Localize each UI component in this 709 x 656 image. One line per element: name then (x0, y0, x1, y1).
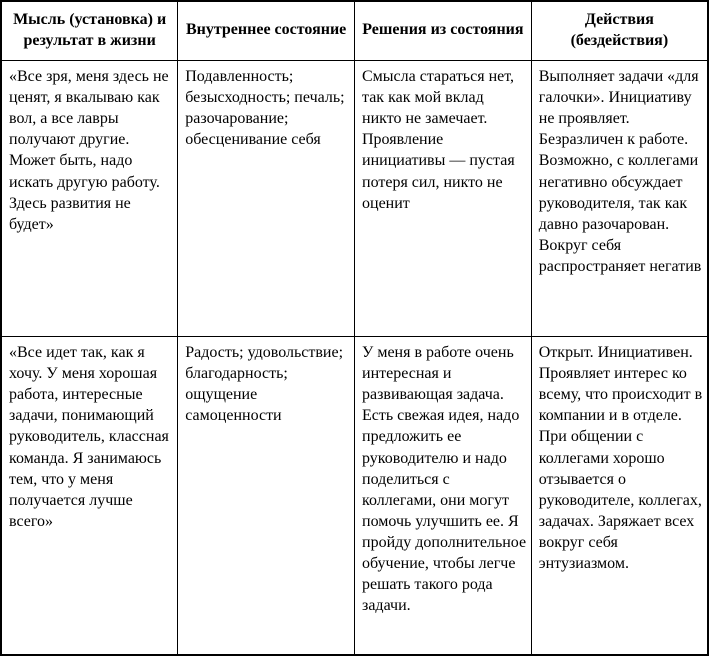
table-cell-inner-state: Радость; удовольствие; благодарность; ощущение самоценности (178, 337, 355, 655)
column-header-inner-state: Внутреннее состояние (178, 1, 355, 61)
table-cell-decisions: Смысла стараться нет, так как мой вклад никто не замечает. Проявление инициативы — пустая потеря сил, никто не оценит (355, 61, 532, 337)
column-header-decisions: Решения из состояния (355, 1, 532, 61)
column-header-actions: Действия (бездействия) (531, 1, 708, 61)
header-row (1, 1, 708, 61)
table-cell-inner-state: Подавленность; безысходность; печаль; разочарование; обесценивание себя (178, 61, 355, 337)
table-cell-thought: «Все идет так, как я хочу. У меня хорошая работа, интересные задачи, понимающий руководитель, классная команда. Я занимаюсь тем, что у меня получается лучше всего» (1, 337, 178, 655)
table-cell-thought: «Все зря, меня здесь не ценят, я вкалываю как вол, а все лавры получают другие. Может быть, надо искать другую работу. Здесь развития не будет» (1, 61, 178, 337)
table-cell-actions: Открыт. Инициативен. Проявляет интерес ко всему, что происходит в компании и в отделе. При общении с коллегами хорошо отзывается о руководителе, коллегах, задачах. Заряжает всех вокруг себя энтузиазмом. (531, 337, 708, 655)
table-row (1, 337, 708, 655)
column-header-thought: Мысль (установка) и результат в жизни (1, 1, 178, 61)
table-row (1, 61, 708, 337)
table-cell-decisions: У меня в работе очень интересная и развивающая задача. Есть свежая идея, надо предложить ее руководителю и надо поделиться с коллегами, они могут помочь улучшить ее. Я пройду дополнительное обучение, чтобы легче решать такого рода задачи. (355, 337, 532, 655)
table-cell-actions: Выполняет задачи «для галочки». Инициативу не проявляет. Безразличен к работе. Возможно, с коллегами негативно обсуждает руководителя, так как давно разочарован. Вокруг себя распространяет негатив (531, 61, 708, 337)
